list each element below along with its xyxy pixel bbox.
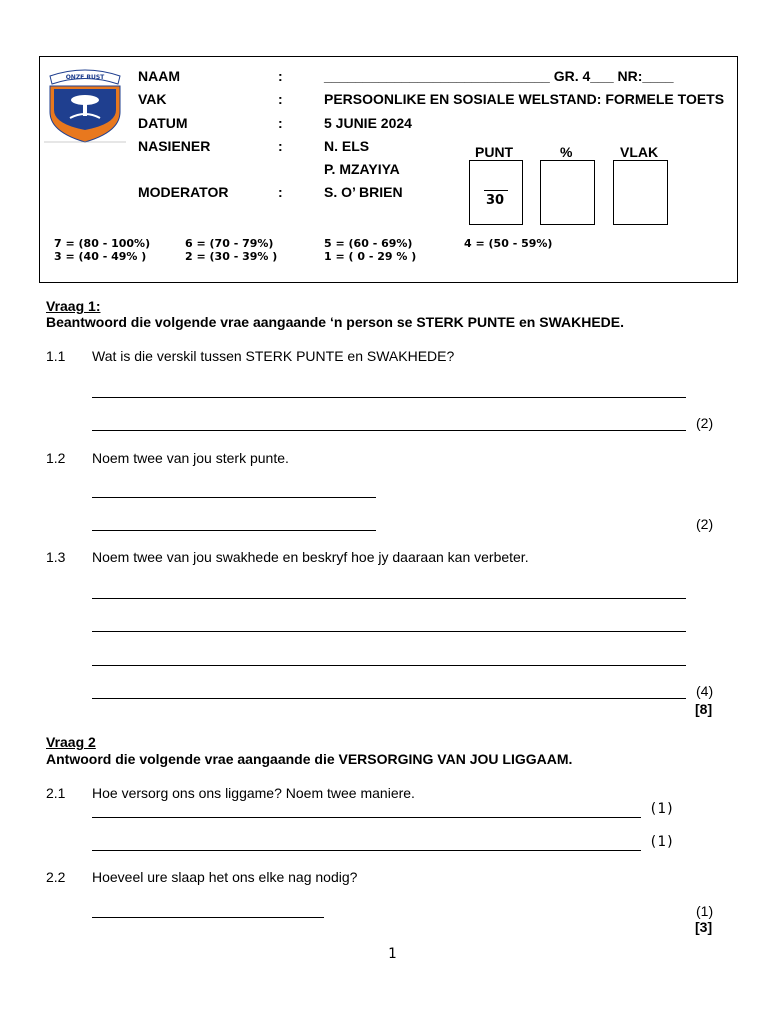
q1-2-marks: (2): [696, 516, 714, 532]
vlak-box[interactable]: [613, 160, 668, 225]
school-crest-logo: [42, 64, 128, 144]
punt-total: 30: [486, 193, 505, 208]
punt-header: PUNT: [475, 144, 514, 160]
datum-value: 5 JUNIE 2024: [324, 115, 412, 131]
moderator-value: S. O’ BRIEN: [324, 184, 403, 200]
scale-5: 5 = (60 - 69%): [324, 237, 413, 250]
q1-total: [8]: [695, 701, 713, 717]
answer-line[interactable]: [92, 430, 686, 431]
datum-label: DATUM: [138, 115, 188, 131]
q1-2-text: Noem twee van jou sterk punte.: [92, 450, 289, 466]
scale-1: 1 = ( 0 - 29 % ): [324, 250, 417, 263]
naam-colon: :: [278, 68, 283, 84]
answer-line[interactable]: [92, 397, 686, 398]
answer-line[interactable]: [92, 850, 641, 851]
q2-2-number: 2.2: [46, 869, 66, 885]
answer-line[interactable]: [92, 530, 376, 531]
nasiener-colon: :: [278, 138, 283, 154]
answer-line[interactable]: [92, 698, 686, 699]
scale-7: 7 = (80 - 100%): [54, 237, 151, 250]
naam-label: NAAM: [138, 68, 180, 84]
q2-total: [3]: [695, 919, 713, 935]
q2-1-marks-a: (1): [649, 801, 675, 817]
naam-value[interactable]: _____________________________ GR. 4___ NR:____: [324, 68, 674, 84]
q2-title: Vraag 2: [46, 734, 96, 750]
answer-line[interactable]: [92, 598, 686, 599]
q2-2-marks: (1): [696, 903, 714, 919]
vak-colon: :: [278, 91, 283, 107]
q1-title: Vraag 1:: [46, 298, 101, 314]
vak-label: VAK: [138, 91, 167, 107]
nasiener-value-2: P. MZAYIYA: [324, 161, 400, 177]
percent-box[interactable]: [540, 160, 595, 225]
answer-line[interactable]: [92, 917, 324, 918]
datum-colon: :: [278, 115, 283, 131]
q2-1-text: Hoe versorg ons ons liggame? Noem twee maniere.: [92, 785, 415, 801]
q1-1-number: 1.1: [46, 348, 66, 364]
scale-6: 6 = (70 - 79%): [185, 237, 274, 250]
scale-4: 4 = (50 - 59%): [464, 237, 553, 250]
q1-1-marks: (2): [696, 415, 714, 431]
moderator-label: MODERATOR: [138, 184, 229, 200]
answer-line[interactable]: [92, 631, 686, 632]
q1-3-number: 1.3: [46, 549, 66, 565]
q1-2-number: 1.2: [46, 450, 66, 466]
answer-line[interactable]: [92, 817, 641, 818]
answer-line[interactable]: [92, 497, 376, 498]
q1-3-text: Noem twee van jou swakhede en beskryf hoe jy daaraan kan verbeter.: [92, 549, 529, 565]
vak-value: PERSOONLIKE EN SOSIALE WELSTAND: FORMELE TOETS: [324, 91, 725, 107]
vlak-header: VLAK: [620, 144, 659, 160]
q1-3-marks: (4): [696, 683, 714, 699]
q2-2-text: Hoeveel ure slaap het ons elke nag nodig?: [92, 869, 358, 885]
q1-instruction: Beantwoord die volgende vrae aangaande ‘n person se STERK PUNTE en SWAKHEDE.: [46, 314, 625, 330]
nasiener-label: NASIENER: [138, 138, 211, 154]
answer-line[interactable]: [92, 665, 686, 666]
school-name-text: ONZE RUST: [65, 74, 105, 81]
q2-1-number: 2.1: [46, 785, 66, 801]
percent-header: %: [560, 144, 573, 160]
q2-1-marks-b: (1): [649, 834, 675, 850]
scale-2: 2 = (30 - 39% ): [185, 250, 278, 263]
moderator-colon: :: [278, 184, 283, 200]
q1-1-text: Wat is die verskil tussen STERK PUNTE en SWAKHEDE?: [92, 348, 455, 364]
punt-fraction-line: [484, 190, 508, 191]
nasiener-value: N. ELS: [324, 138, 370, 154]
q2-instruction: Antwoord die volgende vrae aangaande die VERSORGING VAN JOU LIGGAAM.: [46, 751, 573, 767]
page-number: 1: [388, 946, 397, 962]
scale-3: 3 = (40 - 49% ): [54, 250, 147, 263]
